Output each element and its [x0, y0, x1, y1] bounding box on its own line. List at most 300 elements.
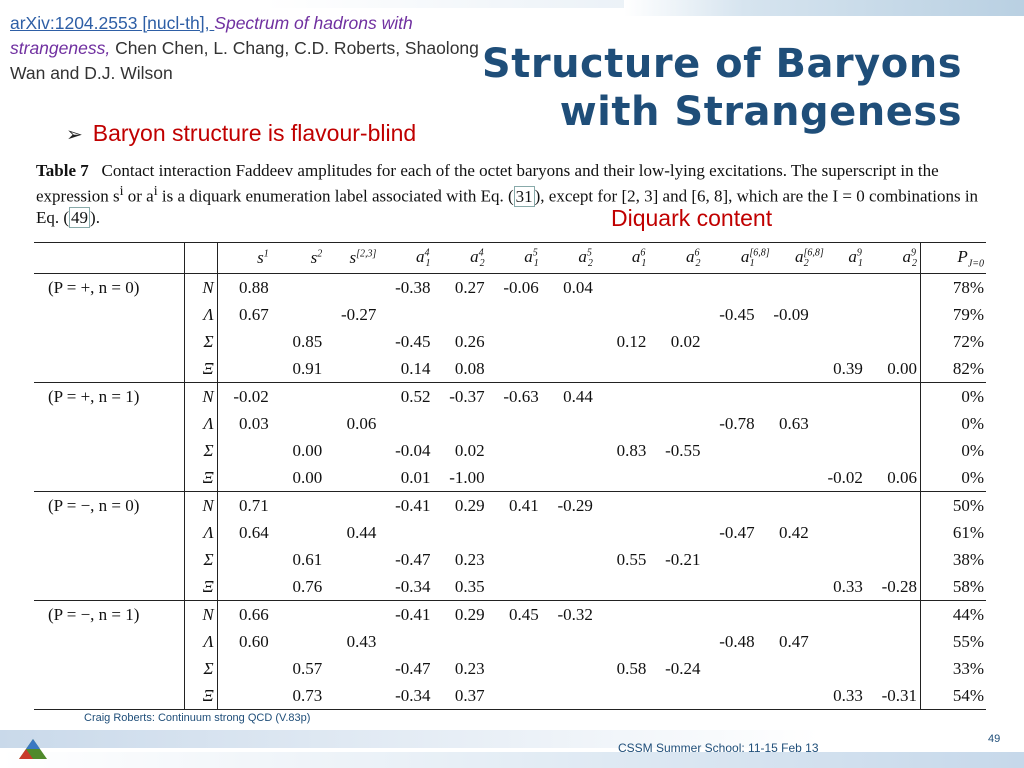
amplitude-cell: 0.42 [779, 522, 809, 542]
amplitude-cell: -0.41 [395, 604, 431, 624]
column-header-superscript: 4 [478, 247, 484, 259]
column-header [596, 243, 649, 274]
amplitude-cell [488, 410, 542, 437]
amplitude-cell [325, 328, 379, 355]
amplitude-cell [488, 655, 542, 682]
column-header-subscript: 2 [912, 258, 918, 270]
amplitude-cell [703, 546, 757, 573]
amplitude-cell: -0.47 [395, 658, 431, 678]
group-label: (P = +, n = 0) [34, 274, 184, 302]
amplitude-cell [649, 573, 703, 601]
amplitude-cell [542, 573, 596, 601]
baryon-label: Λ [184, 410, 217, 437]
amplitude-cell [217, 437, 272, 464]
amplitude-cell [812, 546, 866, 573]
amplitude-cell [703, 492, 757, 520]
amplitude-cell [866, 410, 921, 437]
amplitude-cell [758, 492, 812, 520]
amplitude-cell: 0.52 [400, 386, 431, 406]
amplitude-cell: 0.04 [563, 277, 593, 297]
amplitude-cell [596, 355, 649, 383]
amplitude-cell: 0.39 [812, 355, 866, 383]
amplitude-cell [596, 464, 649, 492]
caption-text-3: is a diquark enumeration label associated with Eq. ( [157, 186, 514, 206]
amplitude-cell: 0.44 [563, 386, 593, 406]
group-label [34, 464, 184, 492]
caption-sup-1: i [119, 183, 124, 199]
amplitude-cell [866, 628, 921, 655]
amplitude-cell: -0.38 [395, 277, 431, 297]
amplitude-cell: 0.58 [616, 658, 647, 678]
column-header-base: a [578, 246, 587, 266]
group-label [34, 655, 184, 682]
amplitude-cell [596, 573, 649, 601]
amplitude-cell: 0.12 [616, 331, 647, 351]
page-number: 49 [988, 733, 1001, 745]
amplitude-cell [542, 355, 596, 383]
amplitude-cell [649, 355, 703, 383]
group-label: (P = +, n = 1) [34, 383, 184, 411]
pj0-cell: 55% [921, 628, 986, 655]
baryon-label: N [184, 274, 217, 302]
table-row [34, 410, 986, 437]
amplitude-cell [649, 410, 703, 437]
amplitude-cell [812, 437, 866, 464]
amplitude-cell [488, 573, 542, 601]
caption-text-5: ). [90, 207, 100, 227]
amplitude-cell: -0.47 [719, 522, 755, 542]
baryon-label: Ξ [184, 464, 217, 492]
amplitude-cell: -0.45 [719, 304, 755, 324]
column-header [542, 243, 596, 274]
amplitude-cell [272, 410, 325, 437]
baryon-label: Λ [184, 301, 217, 328]
pj0-cell: 33% [921, 655, 986, 682]
column-header-subscript: 1 [641, 258, 647, 270]
amplitude-cell [217, 682, 272, 710]
amplitude-cell [758, 601, 812, 629]
column-header-subscript: 2 [587, 258, 593, 270]
amplitude-cell [758, 383, 812, 411]
column-header-pj0 [921, 243, 986, 274]
amplitude-cell [542, 546, 596, 573]
table-group [34, 601, 986, 710]
group-label [34, 519, 184, 546]
amplitude-cell: 0.43 [346, 631, 377, 651]
table-row [34, 628, 986, 655]
amplitude-cell: -0.24 [665, 658, 701, 678]
caption-text-2: or a [123, 186, 154, 206]
amplitude-cell [703, 328, 757, 355]
caption-sup-2: i [153, 183, 158, 199]
arxiv-link[interactable]: arXiv:1204.2553 [nucl-th], [10, 13, 215, 33]
amplitude-cell: -0.34 [379, 682, 433, 710]
amplitude-cell [649, 274, 703, 302]
pj0-cell: 58% [921, 573, 986, 601]
column-header [703, 243, 770, 274]
caption-text-4: ), except for [2, 3] and [6, 8], which are the I = 0 combinations in Eq. ( [36, 186, 979, 227]
table-group [34, 274, 986, 383]
amplitude-cell [272, 519, 325, 546]
group-label [34, 628, 184, 655]
amplitude-cell: 0.67 [239, 304, 269, 324]
amplitude-cell: -0.47 [395, 549, 431, 569]
amplitude-cell [325, 437, 379, 464]
amplitude-cell: 0.57 [292, 658, 323, 678]
amplitude-cell [488, 355, 542, 383]
caption-text-1: Contact interaction Faddeev amplitudes for each of the octet baryons and their low-lying excitations. The superscript in the expression s [36, 161, 939, 206]
amplitude-cell [542, 410, 596, 437]
amplitude-cell [379, 519, 433, 546]
amplitude-cell: 0.83 [616, 440, 647, 460]
column-header-superscript: 6 [640, 247, 646, 259]
faddeev-amplitudes-table [34, 242, 986, 710]
amplitude-cell: 0.27 [454, 277, 485, 297]
amplitude-cell [379, 301, 433, 328]
amplitude-cell [758, 437, 812, 464]
amplitude-cell [434, 628, 488, 655]
table-row [34, 655, 986, 682]
column-header-base: a [631, 246, 641, 266]
baryon-label: Σ [184, 328, 217, 355]
amplitude-cell [379, 410, 433, 437]
column-header-base: a [794, 246, 804, 266]
amplitude-cell: 0.08 [434, 355, 488, 383]
amplitude-cell [596, 628, 649, 655]
table-row [34, 546, 986, 573]
amplitude-cell [325, 601, 379, 629]
amplitude-cell: -0.32 [557, 604, 593, 624]
amplitude-cell [325, 274, 379, 302]
amplitude-cell [217, 546, 272, 573]
amplitude-cell [488, 328, 542, 355]
amplitude-cell: -0.48 [719, 631, 755, 651]
argonne-logo-icon [18, 738, 48, 760]
baryon-label: Σ [184, 655, 217, 682]
group-label [34, 328, 184, 355]
pj0-cell: 61% [921, 519, 986, 546]
amplitude-cell: -1.00 [434, 464, 488, 492]
paper-authors: Chen Chen, L. Chang, C.D. Roberts, Shaolong Wan and D.J. Wilson [10, 38, 479, 83]
column-header-superscript: 5 [532, 247, 538, 259]
amplitude-cell [434, 301, 488, 328]
amplitude-cell: 0.23 [454, 658, 485, 678]
baryon-label: N [184, 492, 217, 520]
column-header [325, 243, 379, 274]
amplitude-cell [542, 328, 596, 355]
table-row [34, 355, 986, 383]
column-header-base: s [310, 248, 318, 267]
baryon-label: Λ [184, 628, 217, 655]
table-caption [36, 160, 991, 228]
bottom-decor-band-lower [0, 752, 1024, 768]
amplitude-cell [272, 628, 325, 655]
column-header [488, 243, 542, 274]
amplitude-cell [325, 573, 379, 601]
column-header-superscript: 1 [263, 248, 269, 260]
column-header [272, 243, 325, 274]
amplitude-cell: 0.00 [866, 355, 921, 383]
amplitude-cell [703, 383, 757, 411]
column-header-superscript: [6,8] [803, 247, 824, 259]
column-header-base: s [349, 248, 357, 267]
amplitude-cell: 0.01 [379, 464, 433, 492]
group-label [34, 573, 184, 601]
amplitude-cell [812, 628, 866, 655]
footer-author: Craig Roberts: Continuum strong QCD (V.83p) [84, 712, 311, 724]
footer-event: CSSM Summer School: 11-15 Feb 13 [618, 741, 819, 755]
amplitude-cell [649, 682, 703, 710]
column-header-superscript: [2,3] [356, 248, 377, 260]
amplitude-cell: 0.35 [434, 573, 488, 601]
amplitude-cell: 0.37 [434, 682, 488, 710]
amplitude-cell [703, 601, 757, 629]
amplitude-cell [596, 519, 649, 546]
amplitude-cell: 0.61 [292, 549, 323, 569]
amplitude-cell [649, 492, 703, 520]
amplitude-cell [649, 301, 703, 328]
amplitude-cell: 0.29 [454, 495, 485, 515]
pj0-cell: 0% [921, 464, 986, 492]
pj0-cell: 72% [921, 328, 986, 355]
table-group [34, 383, 986, 492]
group-label: (P = −, n = 1) [34, 601, 184, 629]
pj0-cell: 79% [921, 301, 986, 328]
amplitude-cell: 0.64 [239, 522, 269, 542]
amplitude-cell [325, 682, 379, 710]
column-header-base: a [416, 246, 425, 266]
amplitude-cell [488, 628, 542, 655]
table-row [34, 383, 986, 411]
amplitude-cell: -0.37 [449, 386, 485, 406]
amplitude-cell [596, 682, 649, 710]
table-group [34, 492, 986, 601]
table-row [34, 573, 986, 601]
table-row [34, 301, 986, 328]
pj0-cell: 78% [921, 274, 986, 302]
column-header-superscript: 2 [317, 248, 323, 260]
amplitude-cell [703, 655, 757, 682]
amplitude-cell: 0.91 [272, 355, 325, 383]
column-header-subscript: 1 [425, 258, 431, 270]
amplitude-cell [488, 464, 542, 492]
baryon-label: N [184, 601, 217, 629]
column-header-superscript: 6 [694, 247, 700, 259]
bottom-decor-band [0, 730, 1024, 748]
baryon-label: Σ [184, 437, 217, 464]
amplitude-cell: 0.41 [509, 495, 539, 515]
amplitude-cell [217, 328, 272, 355]
amplitude-cell: 0.00 [292, 440, 323, 460]
column-header-base: a [470, 246, 479, 266]
amplitude-cell: 0.45 [509, 604, 539, 624]
slide-title-line2: with Strangeness [559, 89, 962, 135]
pj0-cell: 38% [921, 546, 986, 573]
amplitude-cell: 0.14 [379, 355, 433, 383]
column-header [217, 243, 272, 274]
amplitude-cell [812, 328, 866, 355]
column-header-base: a [524, 246, 533, 266]
amplitude-cell [649, 628, 703, 655]
amplitude-cell [758, 328, 812, 355]
baryon-label: Λ [184, 519, 217, 546]
amplitude-cell [488, 301, 542, 328]
column-header-subscript: 2 [803, 258, 809, 270]
amplitude-cell [217, 355, 272, 383]
amplitude-cell: 0.63 [779, 413, 809, 433]
amplitude-cell [434, 410, 488, 437]
table-label: Table 7 [36, 161, 89, 180]
amplitude-cell [703, 274, 757, 302]
amplitude-cell: -0.41 [395, 495, 431, 515]
amplitude-cell [649, 464, 703, 492]
amplitude-cell [812, 410, 866, 437]
amplitude-cell: 0.26 [454, 331, 485, 351]
amplitude-cell [596, 601, 649, 629]
amplitude-cell [325, 546, 379, 573]
amplitude-cell [542, 519, 596, 546]
amplitude-cell [758, 464, 812, 492]
pj0-cell: 0% [921, 383, 986, 411]
amplitude-cell [866, 519, 921, 546]
amplitude-cell: 0.23 [454, 549, 485, 569]
pj0-cell: 50% [921, 492, 986, 520]
baryon-label: Ξ [184, 573, 217, 601]
amplitude-cell [866, 546, 921, 573]
amplitude-cell [272, 274, 325, 302]
amplitude-cell: -0.09 [773, 304, 809, 324]
column-header-subscript: 1 [857, 258, 863, 270]
amplitude-cell [325, 355, 379, 383]
amplitude-cell: -0.78 [719, 413, 755, 433]
amplitude-cell: 0.47 [779, 631, 809, 651]
amplitude-cell [703, 464, 757, 492]
group-label [34, 301, 184, 328]
amplitude-cell: 0.29 [454, 604, 485, 624]
amplitude-cell [542, 682, 596, 710]
column-header-superscript: 9 [856, 247, 862, 259]
bullet-point [66, 120, 416, 147]
amplitude-cell [596, 492, 649, 520]
amplitude-cell [812, 655, 866, 682]
amplitude-cell: -0.63 [503, 386, 539, 406]
amplitude-cell: -0.29 [557, 495, 593, 515]
amplitude-cell [596, 383, 649, 411]
amplitude-cell [866, 437, 921, 464]
amplitude-cell [325, 464, 379, 492]
amplitude-cell [812, 601, 866, 629]
column-header-subscript: 2 [479, 258, 485, 270]
bullet-text: Baryon structure is flavour-blind [92, 120, 417, 146]
amplitude-cell: -0.02 [812, 464, 866, 492]
amplitude-cell: 0.33 [812, 573, 866, 601]
column-header [379, 243, 433, 274]
amplitude-cell [488, 682, 542, 710]
amplitude-cell [325, 655, 379, 682]
table-row [34, 492, 986, 520]
amplitude-cell [758, 573, 812, 601]
group-label [34, 437, 184, 464]
column-header [649, 243, 703, 274]
amplitude-cell [217, 464, 272, 492]
amplitude-cell: 0.73 [272, 682, 325, 710]
amplitude-cell [596, 301, 649, 328]
amplitude-cell [866, 655, 921, 682]
column-header-subscript: 2 [695, 258, 701, 270]
amplitude-cell: -0.34 [379, 573, 433, 601]
baryon-label: N [184, 383, 217, 411]
column-header-base: a [740, 246, 750, 266]
amplitude-cell: 0.02 [670, 331, 701, 351]
citation [10, 11, 510, 86]
baryon-label: Ξ [184, 355, 217, 383]
amplitude-cell [758, 682, 812, 710]
table-row [34, 519, 986, 546]
amplitude-cell [272, 383, 325, 411]
slide-title-line1: Structure of Baryons [481, 41, 962, 87]
column-header-base: a [902, 246, 912, 266]
amplitude-cell: -0.31 [866, 682, 921, 710]
header-group-blank [34, 243, 184, 274]
arrow-bullet-icon: ➢ [66, 124, 83, 146]
equation-ref-31[interactable]: 31 [515, 186, 533, 206]
group-label [34, 682, 184, 710]
amplitude-cell: -0.27 [340, 304, 377, 324]
header-baryon-blank [184, 243, 217, 274]
amplitude-cell [434, 519, 488, 546]
amplitude-cell [542, 301, 596, 328]
group-label [34, 355, 184, 383]
header-row [34, 243, 986, 274]
amplitude-cell [649, 519, 703, 546]
amplitude-cell: 0.00 [272, 464, 325, 492]
amplitude-cell [325, 383, 379, 411]
column-header-base: P [957, 246, 968, 266]
amplitude-cell [866, 274, 921, 302]
baryon-label: Ξ [184, 682, 217, 710]
amplitude-cell [812, 383, 866, 411]
column-header-subscript: 1 [533, 258, 539, 270]
table-header [34, 243, 986, 274]
amplitude-cell [379, 628, 433, 655]
amplitude-cell: -0.28 [866, 573, 921, 601]
amplitude-cell [703, 437, 757, 464]
amplitude-cell: -0.02 [233, 386, 269, 406]
column-header-subscript: 1 [749, 258, 755, 270]
amplitude-cell [812, 274, 866, 302]
slide-title [482, 40, 962, 136]
table-row [34, 682, 986, 710]
amplitude-cell: 0.03 [239, 413, 269, 433]
amplitude-cell [758, 274, 812, 302]
column-header-superscript: 5 [586, 247, 592, 259]
column-header-superscript: 9 [911, 247, 917, 259]
amplitude-cell [272, 492, 325, 520]
equation-ref-49[interactable]: 49 [71, 207, 89, 227]
amplitude-cell [649, 383, 703, 411]
amplitude-cell [703, 355, 757, 383]
table-row [34, 464, 986, 492]
amplitude-cell [812, 492, 866, 520]
amplitude-cell [866, 301, 921, 328]
amplitude-cell [703, 573, 757, 601]
paper-title: Spectrum of hadrons with strangeness, [10, 13, 413, 58]
amplitude-cell [488, 519, 542, 546]
amplitude-cell: 0.02 [454, 440, 485, 460]
amplitude-cell [866, 492, 921, 520]
amplitude-cell [325, 492, 379, 520]
group-label: (P = −, n = 0) [34, 492, 184, 520]
